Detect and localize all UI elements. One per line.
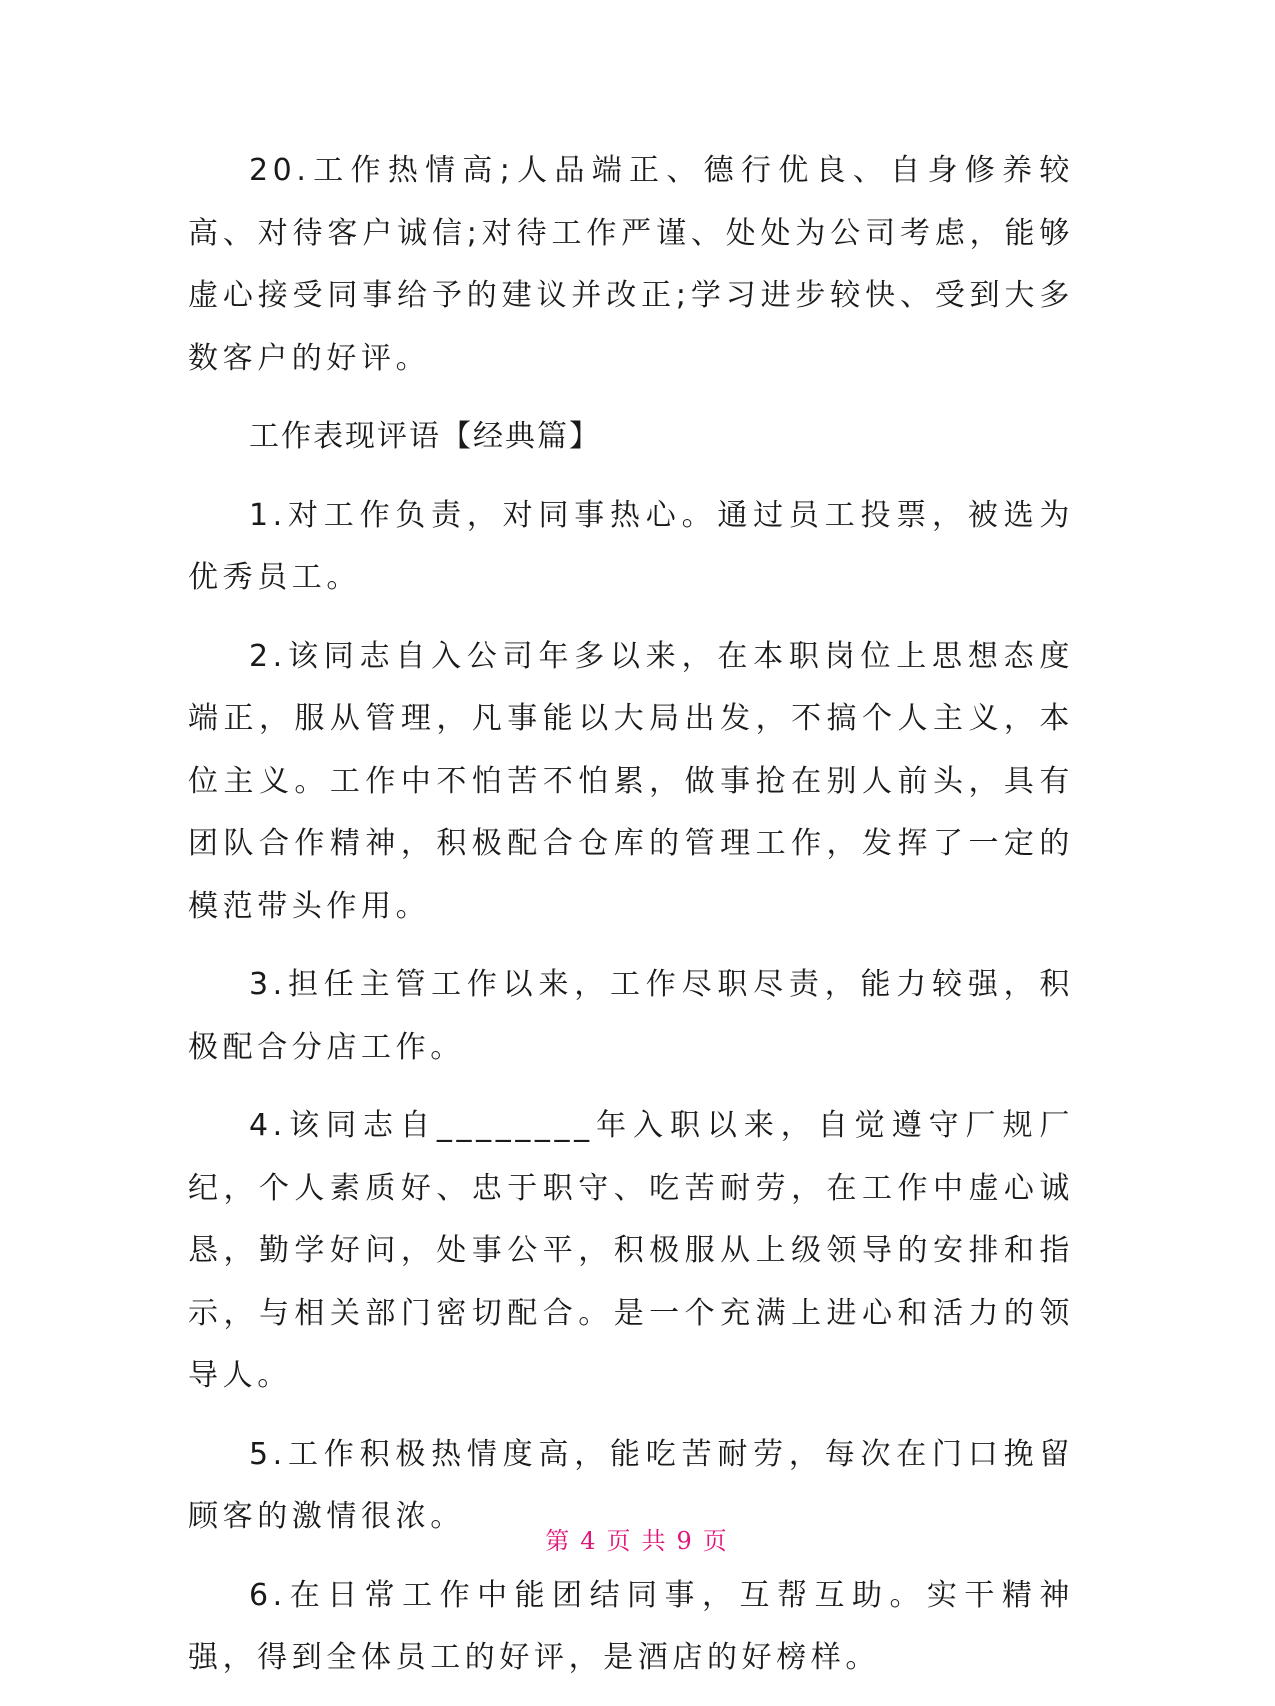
- footer-page-end-label: 页: [702, 1527, 730, 1555]
- paragraph-item-1: 1.对工作负责，对同事热心。通过员工投票，被选为优秀员工。: [188, 497, 1074, 595]
- paragraph-item-5: 5.工作积极热情度高，能吃苦耐劳，每次在门口挽留顾客的激情很浓。: [188, 1436, 1074, 1534]
- document-body: [188, 140, 1074, 1706]
- footer-total-label: 共: [641, 1527, 669, 1555]
- section-heading: 工作表现评语【经典篇】: [249, 419, 601, 454]
- paragraph-item-3: 3.担任主管工作以来，工作尽职尽责，能力较强，积极配合分店工作。: [188, 967, 1074, 1065]
- paragraph-item-6: 6.在日常工作中能团结同事，互帮互助。实干精神强，得到全体员工的好评，是酒店的好榜样。: [188, 1577, 1074, 1675]
- footer-prefix: 第: [545, 1527, 573, 1555]
- footer-total-pages: 9: [676, 1527, 695, 1555]
- footer-page-label: 页: [606, 1527, 634, 1555]
- paragraph-item-20: 20.工作热情高;人品端正、德行优良、自身修养较高、对待客户诚信;对待工作严谨、处处为公司考虑，能够虚心接受同事给予的建议并改正;学习进步较快、受到大多数客户的好评。: [188, 153, 1074, 376]
- page-footer: [0, 1521, 1275, 1556]
- paragraph-item-2: 2.该同志自入公司年多以来，在本职岗位上思想态度端正，服从管理，凡事能以大局出发，不搞个人主义，本位主义。工作中不怕苦不怕累，做事抢在别人前头，具有团队合作精神，积极配合仓库的管理工作，发挥了一定的模范带头作用。: [188, 638, 1074, 924]
- paragraph-item-4: 4.该同志自________年入职以来，自觉遵守厂规厂纪，个人素质好、忠于职守、吃苦耐劳，在工作中虚心诚恳，勤学好问，处事公平，积极服从上级领导的安排和指示，与相关部门密切配合。是一个充满上进心和活力的领导人。: [188, 1108, 1074, 1393]
- footer-current-page: 4: [580, 1527, 599, 1555]
